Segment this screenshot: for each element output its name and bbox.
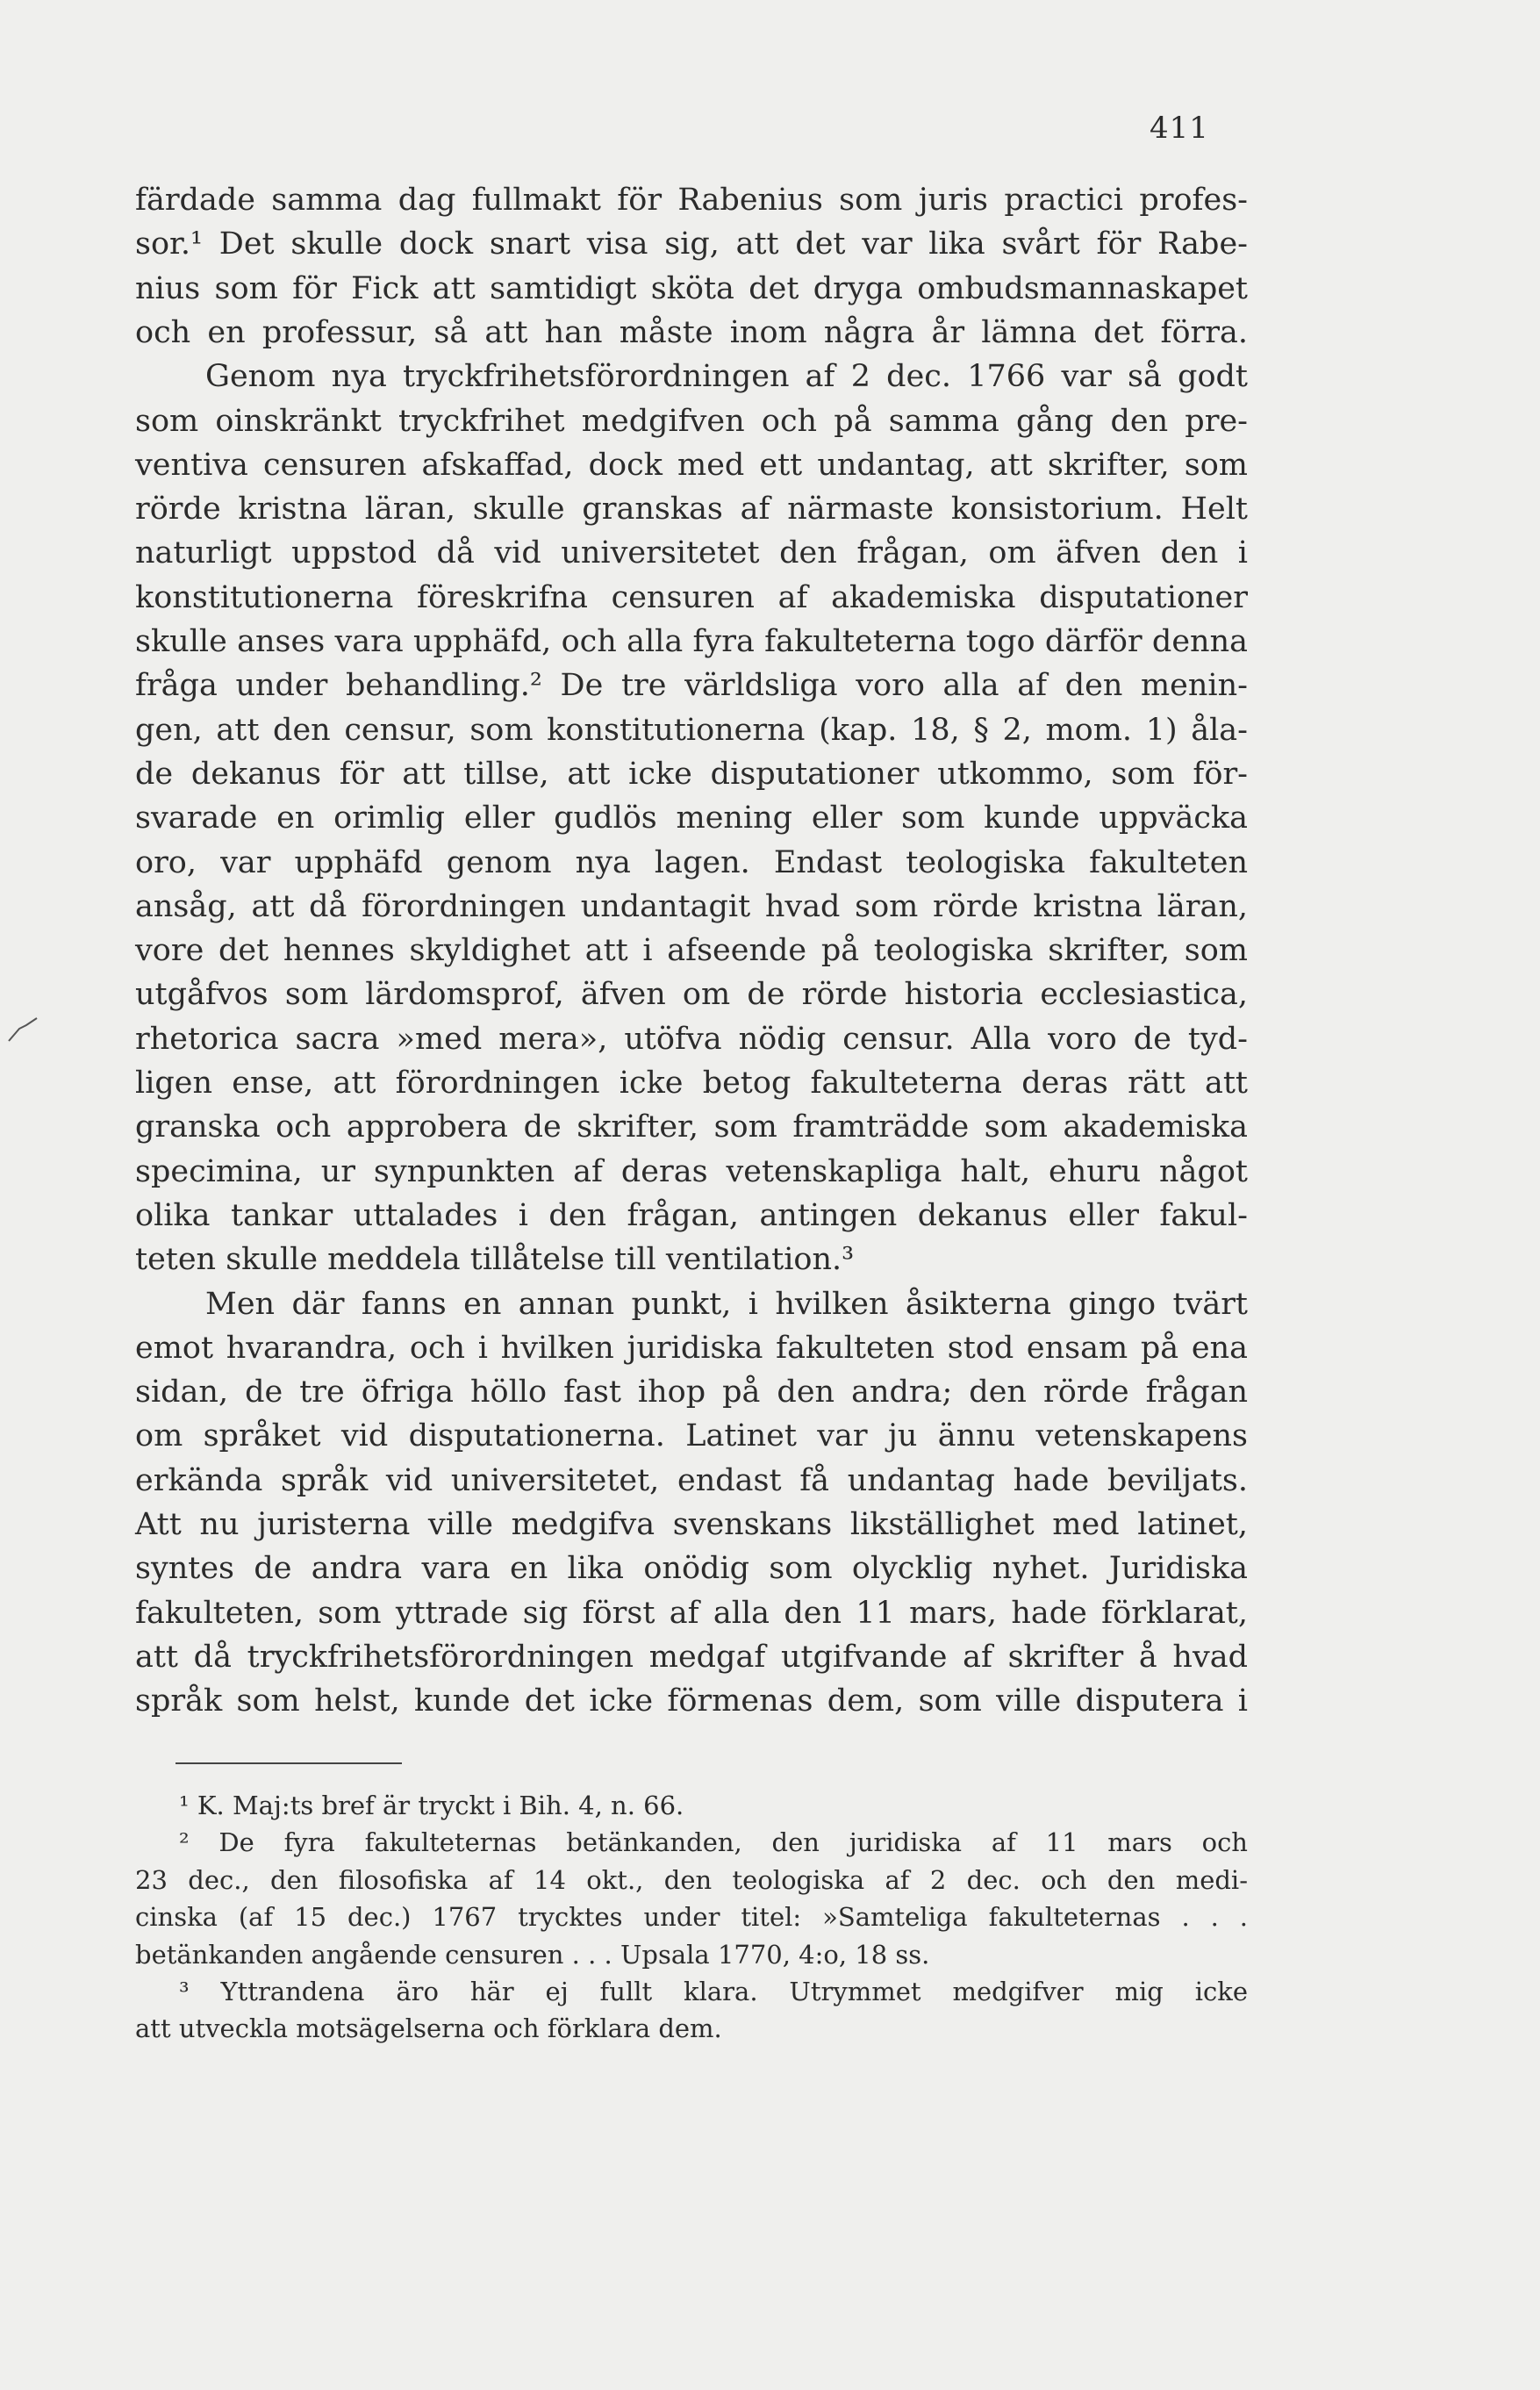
footnote-line: ² De fyra fakulteternas betänkanden, den juridiska af 11 mars och bbox=[179, 1827, 1248, 1858]
body-line: Men där fanns en annan punkt, i hvilken åsikterna gingo tvärt bbox=[205, 1286, 1248, 1322]
body-line: att då tryckfrihetsförordningen medgaf utgifvande af skrifter å hvad bbox=[135, 1639, 1248, 1675]
footnote-line: 23 dec., den filosofiska af 14 okt., den teologiska af 2 dec. och den medi- bbox=[135, 1864, 1248, 1895]
body-line: vore det hennes skyldighet att i afseende på teologiska skrifter, som bbox=[135, 933, 1248, 969]
body-line: gen, att den censur, som konstitutionerna (kap. 18, § 2, mom. 1) åla- bbox=[135, 712, 1248, 748]
body-line: erkända språk vid universitetet, endast få undantag hade beviljats. bbox=[135, 1462, 1248, 1498]
body-line: rhetorica sacra »med mera», utöfva nödig censur. Alla voro de tyd- bbox=[135, 1021, 1248, 1057]
footnote-line: att utveckla motsägelserna och förklara dem. bbox=[135, 2013, 722, 2044]
body-line: ligen ense, att förordningen icke betog fakulteterna deras rätt att bbox=[135, 1066, 1248, 1101]
body-line: utgåfvos som lärdomsprof, äfven om de rörde historia ecclesiastica, bbox=[135, 977, 1248, 1013]
body-line: som oinskränkt tryckfrihet medgifven och på samma gång den pre- bbox=[135, 403, 1248, 439]
footnote-line: ³ Yttrandena äro här ej fullt klara. Utrymmet medgifver mig icke bbox=[179, 1977, 1248, 2006]
body-line: och en professur, så att han måste inom några år lämna det förra. bbox=[135, 314, 1248, 350]
body-line: ansåg, att då förordningen undantagit hvad som rörde kristna läran, bbox=[135, 888, 1248, 924]
body-line: skulle anses vara upphäfd, och alla fyra fakulteterna togo därför denna bbox=[135, 624, 1248, 659]
body-line: syntes de andra vara en lika onödig som olycklig nyhet. Juridiska bbox=[135, 1551, 1248, 1587]
body-line: sidan, de tre öfriga höllo fast ihop på den andra; den rörde frågan bbox=[135, 1374, 1248, 1410]
body-line: de dekanus för att tillse, att icke disputationer utkommo, som för- bbox=[135, 756, 1248, 792]
body-line: emot hvarandra, och i hvilken juridiska fakulteten stod ensam på ena bbox=[135, 1330, 1248, 1366]
page-number: 411 bbox=[1150, 111, 1209, 146]
body-line: svarade en orimlig eller gudlös mening eller som kunde uppväcka bbox=[135, 800, 1248, 836]
body-line: teten skulle meddela tillåtelse till ventilation.³ bbox=[135, 1242, 855, 1278]
body-line: Att nu juristerna ville medgifva svenskans likställighet med latinet, bbox=[135, 1507, 1248, 1542]
footnote-line: betänkanden angående censuren . . . Upsala 1770, 4:o, 18 ss. bbox=[135, 1939, 930, 1970]
body-line: om språket vid disputationerna. Latinet var ju ännu vetenskapens bbox=[135, 1418, 1248, 1454]
body-line: specimina, ur synpunkten af deras vetenskapliga halt, ehuru något bbox=[135, 1153, 1248, 1189]
body-line: granska och approbera de skrifter, som framträdde som akademiska bbox=[135, 1109, 1248, 1145]
body-line: språk som helst, kunde det icke förmenas dem, som ville disputera i bbox=[135, 1683, 1248, 1719]
body-line: nius som för Fick att samtidigt sköta det dryga ombudsmannaskapet bbox=[135, 270, 1248, 306]
body-line: Genom nya tryckfrihetsförordningen af 2 dec. 1766 var så godt bbox=[205, 359, 1248, 395]
footnote-line: ¹ K. Maj:ts bref är tryckt i Bih. 4, n. 66. bbox=[179, 1791, 684, 1820]
footnote-divider bbox=[175, 1762, 402, 1764]
body-line: fråga under behandling.² De tre världsliga voro alla af den menin- bbox=[135, 668, 1248, 704]
body-line: färdade samma dag fullmakt för Rabenius som juris practici profes- bbox=[135, 183, 1248, 218]
body-line: ventiva censuren afskaffad, dock med ett undantag, att skrifter, som bbox=[135, 447, 1248, 483]
footnote-line: cinska (af 15 dec.) 1767 trycktes under titel: »Samteliga fakulteternas . . . bbox=[135, 1902, 1248, 1933]
pencil-mark-icon bbox=[7, 1016, 39, 1043]
body-line: sor.¹ Det skulle dock snart visa sig, att det var lika svårt för Rabe- bbox=[135, 226, 1248, 262]
body-line: fakulteten, som yttrade sig först af alla den 11 mars, hade förklarat, bbox=[135, 1595, 1248, 1631]
body-line: rörde kristna läran, skulle granskas af närmaste konsistorium. Helt bbox=[135, 492, 1248, 528]
body-line: konstitutionerna föreskrifna censuren af akademiska disputationer bbox=[135, 579, 1248, 615]
body-line: oro, var upphäfd genom nya lagen. Endast teologiska fakulteten bbox=[135, 844, 1248, 880]
body-line: olika tankar uttalades i den frågan, antingen dekanus eller fakul- bbox=[135, 1197, 1248, 1233]
body-line: naturligt uppstod då vid universitetet den frågan, om äfven den i bbox=[135, 535, 1248, 571]
